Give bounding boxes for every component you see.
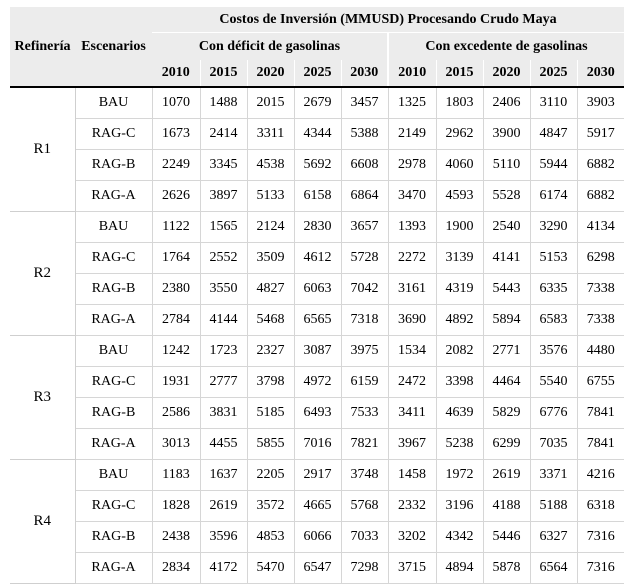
value-cell-deficit: 5728 xyxy=(341,243,388,274)
value-cell-deficit: 1723 xyxy=(200,336,247,367)
value-cell-excedente: 4593 xyxy=(436,181,483,212)
value-cell-excedente: 3690 xyxy=(388,305,436,336)
value-cell-excedente: 6298 xyxy=(577,243,624,274)
value-cell-deficit: 2249 xyxy=(152,150,200,181)
value-cell-excedente: 3900 xyxy=(483,119,530,150)
table-row xyxy=(10,491,624,522)
value-cell-deficit: 6547 xyxy=(294,553,341,584)
value-cell-deficit: 3509 xyxy=(247,243,294,274)
value-cell-excedente: 1534 xyxy=(388,336,436,367)
table-row xyxy=(10,181,624,212)
value-cell-excedente: 6583 xyxy=(530,305,577,336)
value-cell-deficit: 1565 xyxy=(200,212,247,243)
value-cell-deficit: 5855 xyxy=(247,429,294,460)
value-cell-deficit: 2830 xyxy=(294,212,341,243)
year-header-excedente-2025: 2025 xyxy=(530,60,577,87)
escenario-cell: RAG-A xyxy=(75,305,152,336)
value-cell-excedente: 3903 xyxy=(577,87,624,119)
value-cell-deficit: 6063 xyxy=(294,274,341,305)
value-cell-deficit: 7033 xyxy=(341,522,388,553)
value-cell-deficit: 4344 xyxy=(294,119,341,150)
value-cell-excedente: 7035 xyxy=(530,429,577,460)
value-cell-deficit: 5185 xyxy=(247,398,294,429)
value-cell-deficit: 7318 xyxy=(341,305,388,336)
table-row xyxy=(10,522,624,553)
value-cell-excedente: 5917 xyxy=(577,119,624,150)
value-cell-deficit: 5470 xyxy=(247,553,294,584)
value-cell-deficit: 2917 xyxy=(294,460,341,491)
value-cell-excedente: 7316 xyxy=(577,553,624,584)
value-cell-deficit: 1242 xyxy=(152,336,200,367)
value-cell-excedente: 5153 xyxy=(530,243,577,274)
table-title: Costos de Inversión (MMUSD) Procesando Crudo Maya xyxy=(152,7,624,33)
value-cell-excedente: 4639 xyxy=(436,398,483,429)
value-cell-deficit: 4455 xyxy=(200,429,247,460)
value-cell-deficit: 7042 xyxy=(341,274,388,305)
value-cell-deficit: 4172 xyxy=(200,553,247,584)
escenario-cell: RAG-B xyxy=(75,150,152,181)
value-cell-deficit: 2124 xyxy=(247,212,294,243)
value-cell-deficit: 1122 xyxy=(152,212,200,243)
value-cell-deficit: 3798 xyxy=(247,367,294,398)
value-cell-deficit: 4538 xyxy=(247,150,294,181)
table-row xyxy=(10,398,624,429)
value-cell-excedente: 6755 xyxy=(577,367,624,398)
value-cell-deficit: 3596 xyxy=(200,522,247,553)
value-cell-deficit: 5692 xyxy=(294,150,341,181)
value-cell-excedente: 4060 xyxy=(436,150,483,181)
value-cell-deficit: 3087 xyxy=(294,336,341,367)
value-cell-excedente: 4894 xyxy=(436,553,483,584)
table-row xyxy=(10,336,624,367)
value-cell-excedente: 2978 xyxy=(388,150,436,181)
value-cell-deficit: 3345 xyxy=(200,150,247,181)
value-cell-excedente: 5944 xyxy=(530,150,577,181)
value-cell-deficit: 2552 xyxy=(200,243,247,274)
value-cell-excedente: 1803 xyxy=(436,87,483,119)
value-cell-excedente: 3715 xyxy=(388,553,436,584)
value-cell-excedente: 6564 xyxy=(530,553,577,584)
year-header-excedente-2010: 2010 xyxy=(388,60,436,87)
escenario-cell: BAU xyxy=(75,336,152,367)
value-cell-excedente: 3967 xyxy=(388,429,436,460)
value-cell-excedente: 6318 xyxy=(577,491,624,522)
value-cell-deficit: 5768 xyxy=(341,491,388,522)
value-cell-excedente: 4464 xyxy=(483,367,530,398)
value-cell-deficit: 3457 xyxy=(341,87,388,119)
value-cell-deficit: 3975 xyxy=(341,336,388,367)
value-cell-excedente: 5238 xyxy=(436,429,483,460)
value-cell-excedente: 3290 xyxy=(530,212,577,243)
escenario-cell: RAG-C xyxy=(75,119,152,150)
value-cell-excedente: 4480 xyxy=(577,336,624,367)
investment-cost-table xyxy=(10,7,624,584)
refineria-cell: R4 xyxy=(10,460,75,584)
value-cell-excedente: 5540 xyxy=(530,367,577,398)
escenario-cell: RAG-A xyxy=(75,429,152,460)
table-row xyxy=(10,212,624,243)
value-cell-deficit: 6565 xyxy=(294,305,341,336)
value-cell-excedente: 5443 xyxy=(483,274,530,305)
value-cell-deficit: 1070 xyxy=(152,87,200,119)
value-cell-excedente: 7841 xyxy=(577,398,624,429)
escenario-cell: RAG-B xyxy=(75,274,152,305)
value-cell-excedente: 1972 xyxy=(436,460,483,491)
escenario-cell: RAG-B xyxy=(75,398,152,429)
value-cell-deficit: 4144 xyxy=(200,305,247,336)
value-cell-excedente: 4188 xyxy=(483,491,530,522)
value-cell-excedente: 3110 xyxy=(530,87,577,119)
value-cell-excedente: 3470 xyxy=(388,181,436,212)
value-cell-deficit: 3831 xyxy=(200,398,247,429)
value-cell-excedente: 5894 xyxy=(483,305,530,336)
value-cell-deficit: 2015 xyxy=(247,87,294,119)
value-cell-excedente: 3202 xyxy=(388,522,436,553)
value-cell-excedente: 5528 xyxy=(483,181,530,212)
value-cell-deficit: 7016 xyxy=(294,429,341,460)
value-cell-excedente: 6327 xyxy=(530,522,577,553)
value-cell-excedente: 6776 xyxy=(530,398,577,429)
value-cell-deficit: 1673 xyxy=(152,119,200,150)
group-excedente-header: Con excedente de gasolinas xyxy=(388,33,624,61)
value-cell-excedente: 1393 xyxy=(388,212,436,243)
year-header-deficit-2025: 2025 xyxy=(294,60,341,87)
year-header-excedente-2020: 2020 xyxy=(483,60,530,87)
value-cell-deficit: 1637 xyxy=(200,460,247,491)
value-cell-deficit: 6159 xyxy=(341,367,388,398)
value-cell-excedente: 2472 xyxy=(388,367,436,398)
year-header-deficit-2015: 2015 xyxy=(200,60,247,87)
value-cell-excedente: 5110 xyxy=(483,150,530,181)
value-cell-excedente: 4141 xyxy=(483,243,530,274)
escenario-cell: BAU xyxy=(75,460,152,491)
escenario-cell: RAG-C xyxy=(75,367,152,398)
value-cell-excedente: 2149 xyxy=(388,119,436,150)
value-cell-excedente: 4134 xyxy=(577,212,624,243)
value-cell-excedente: 2406 xyxy=(483,87,530,119)
value-cell-excedente: 1325 xyxy=(388,87,436,119)
value-cell-excedente: 7841 xyxy=(577,429,624,460)
refineria-header: Refinería xyxy=(10,7,75,87)
value-cell-deficit: 2380 xyxy=(152,274,200,305)
value-cell-deficit: 4853 xyxy=(247,522,294,553)
escenario-cell: RAG-A xyxy=(75,181,152,212)
value-cell-excedente: 7338 xyxy=(577,274,624,305)
value-cell-deficit: 7821 xyxy=(341,429,388,460)
value-cell-excedente: 7316 xyxy=(577,522,624,553)
value-cell-excedente: 3161 xyxy=(388,274,436,305)
escenarios-header: Escenarios xyxy=(75,7,152,87)
value-cell-excedente: 2540 xyxy=(483,212,530,243)
value-cell-deficit: 3572 xyxy=(247,491,294,522)
value-cell-deficit: 2414 xyxy=(200,119,247,150)
value-cell-deficit: 3013 xyxy=(152,429,200,460)
value-cell-excedente: 6882 xyxy=(577,181,624,212)
value-cell-excedente: 2272 xyxy=(388,243,436,274)
value-cell-excedente: 2082 xyxy=(436,336,483,367)
value-cell-deficit: 2777 xyxy=(200,367,247,398)
value-cell-deficit: 1488 xyxy=(200,87,247,119)
refineria-cell: R3 xyxy=(10,336,75,460)
table-row xyxy=(10,305,624,336)
value-cell-deficit: 7533 xyxy=(341,398,388,429)
value-cell-deficit: 2784 xyxy=(152,305,200,336)
value-cell-deficit: 1183 xyxy=(152,460,200,491)
value-cell-deficit: 5468 xyxy=(247,305,294,336)
value-cell-deficit: 2626 xyxy=(152,181,200,212)
table-row xyxy=(10,429,624,460)
investment-cost-table-container xyxy=(10,7,624,584)
value-cell-excedente: 6882 xyxy=(577,150,624,181)
value-cell-deficit: 3550 xyxy=(200,274,247,305)
escenario-cell: BAU xyxy=(75,87,152,119)
year-header-excedente-2015: 2015 xyxy=(436,60,483,87)
value-cell-excedente: 2771 xyxy=(483,336,530,367)
table-row xyxy=(10,367,624,398)
table-row xyxy=(10,87,624,119)
value-cell-deficit: 2205 xyxy=(247,460,294,491)
value-cell-excedente: 2619 xyxy=(483,460,530,491)
table-row xyxy=(10,274,624,305)
escenario-cell: BAU xyxy=(75,212,152,243)
value-cell-deficit: 2619 xyxy=(200,491,247,522)
value-cell-deficit: 2438 xyxy=(152,522,200,553)
year-header-deficit-2020: 2020 xyxy=(247,60,294,87)
year-header-deficit-2010: 2010 xyxy=(152,60,200,87)
value-cell-deficit: 2679 xyxy=(294,87,341,119)
value-cell-deficit: 1931 xyxy=(152,367,200,398)
table-row xyxy=(10,460,624,491)
value-cell-excedente: 3196 xyxy=(436,491,483,522)
value-cell-excedente: 2332 xyxy=(388,491,436,522)
value-cell-excedente: 5829 xyxy=(483,398,530,429)
value-cell-deficit: 2327 xyxy=(247,336,294,367)
value-cell-deficit: 6864 xyxy=(341,181,388,212)
escenario-cell: RAG-B xyxy=(75,522,152,553)
year-header-deficit-2030: 2030 xyxy=(341,60,388,87)
table-row xyxy=(10,150,624,181)
table-row xyxy=(10,119,624,150)
value-cell-excedente: 4342 xyxy=(436,522,483,553)
value-cell-deficit: 1828 xyxy=(152,491,200,522)
value-cell-excedente: 4847 xyxy=(530,119,577,150)
escenario-cell: RAG-A xyxy=(75,553,152,584)
escenario-cell: RAG-C xyxy=(75,243,152,274)
value-cell-deficit: 5133 xyxy=(247,181,294,212)
group-deficit-header: Con déficit de gasolinas xyxy=(152,33,388,61)
value-cell-excedente: 6299 xyxy=(483,429,530,460)
value-cell-deficit: 3311 xyxy=(247,119,294,150)
value-cell-excedente: 1458 xyxy=(388,460,436,491)
value-cell-deficit: 7298 xyxy=(341,553,388,584)
value-cell-excedente: 2962 xyxy=(436,119,483,150)
value-cell-excedente: 6174 xyxy=(530,181,577,212)
value-cell-excedente: 5188 xyxy=(530,491,577,522)
value-cell-excedente: 6335 xyxy=(530,274,577,305)
value-cell-deficit: 6608 xyxy=(341,150,388,181)
value-cell-excedente: 5446 xyxy=(483,522,530,553)
value-cell-excedente: 7338 xyxy=(577,305,624,336)
table-row xyxy=(10,243,624,274)
year-header-excedente-2030: 2030 xyxy=(577,60,624,87)
value-cell-excedente: 4892 xyxy=(436,305,483,336)
value-cell-excedente: 3411 xyxy=(388,398,436,429)
value-cell-deficit: 1764 xyxy=(152,243,200,274)
value-cell-excedente: 5878 xyxy=(483,553,530,584)
value-cell-deficit: 4972 xyxy=(294,367,341,398)
value-cell-excedente: 3139 xyxy=(436,243,483,274)
value-cell-deficit: 2834 xyxy=(152,553,200,584)
value-cell-deficit: 3657 xyxy=(341,212,388,243)
value-cell-deficit: 6493 xyxy=(294,398,341,429)
refineria-cell: R2 xyxy=(10,212,75,336)
value-cell-excedente: 3576 xyxy=(530,336,577,367)
refineria-cell: R1 xyxy=(10,87,75,212)
value-cell-deficit: 3748 xyxy=(341,460,388,491)
value-cell-deficit: 6158 xyxy=(294,181,341,212)
value-cell-excedente: 4216 xyxy=(577,460,624,491)
value-cell-deficit: 2586 xyxy=(152,398,200,429)
value-cell-excedente: 3398 xyxy=(436,367,483,398)
value-cell-deficit: 6066 xyxy=(294,522,341,553)
value-cell-deficit: 5388 xyxy=(341,119,388,150)
value-cell-excedente: 3371 xyxy=(530,460,577,491)
value-cell-deficit: 4612 xyxy=(294,243,341,274)
value-cell-deficit: 4827 xyxy=(247,274,294,305)
value-cell-excedente: 4319 xyxy=(436,274,483,305)
value-cell-excedente: 1900 xyxy=(436,212,483,243)
value-cell-deficit: 3897 xyxy=(200,181,247,212)
escenario-cell: RAG-C xyxy=(75,491,152,522)
table-row xyxy=(10,553,624,584)
value-cell-deficit: 4665 xyxy=(294,491,341,522)
